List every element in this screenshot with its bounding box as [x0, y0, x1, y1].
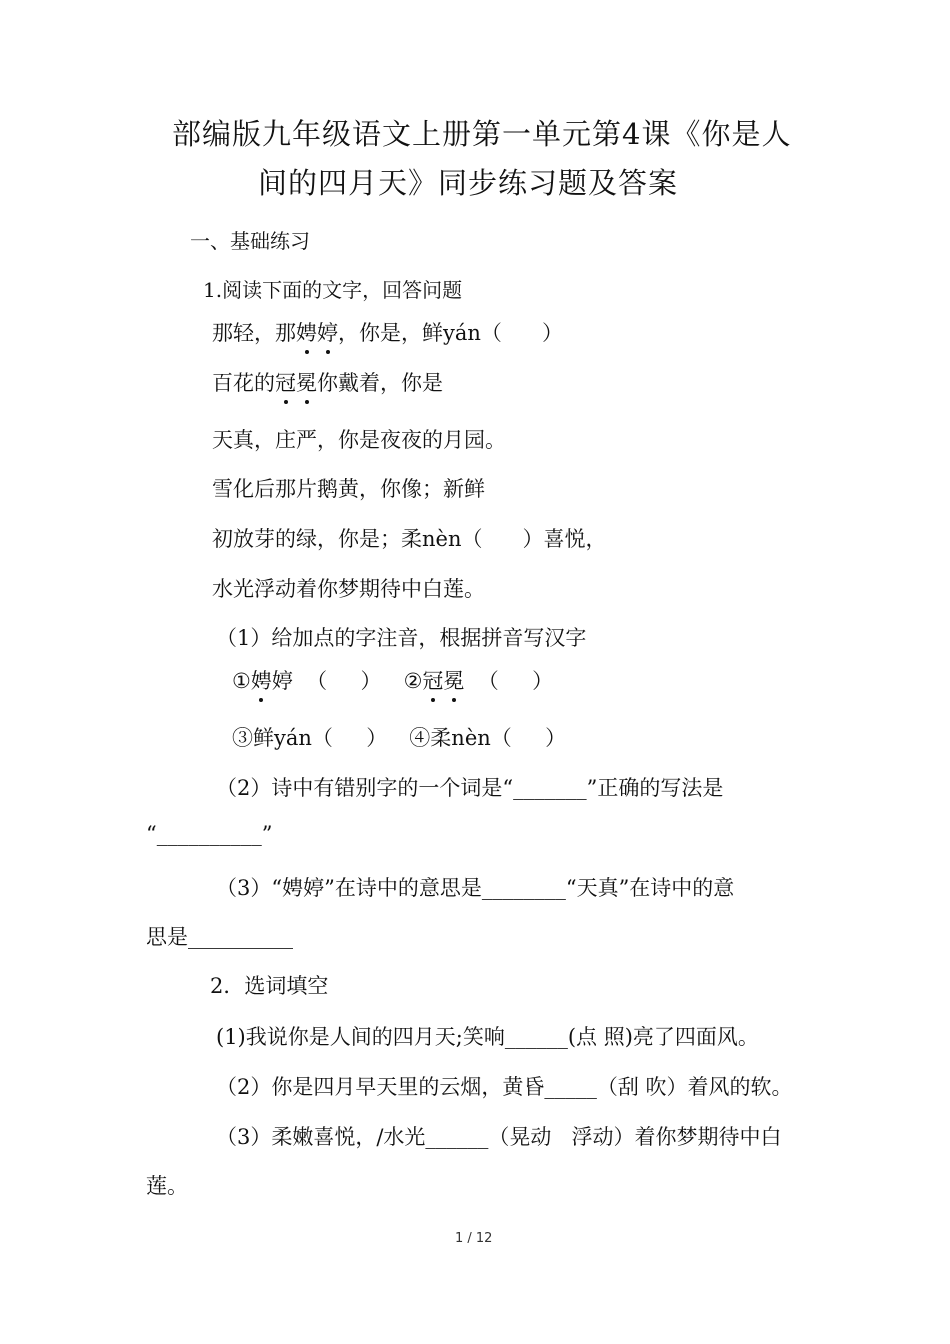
dotted-char: 娉	[251, 665, 272, 695]
item-char: 婷	[271, 669, 293, 693]
item-number: ②	[403, 669, 423, 693]
item-number: ①	[232, 669, 251, 693]
dotted-char: 娉	[296, 317, 317, 347]
item-3: ③鲜yán（ ）	[232, 726, 388, 750]
sub-question-2-line-2: “__________”	[146, 822, 273, 846]
question-2-item-2: （2）你是四月早天里的云烟，黄昏_____（刮 吹）着风的软。	[216, 1075, 793, 1099]
poem-text: 那轻，那	[212, 321, 296, 345]
sub-question-1: （1）给加点的字注音，根据拼音写汉字	[216, 626, 587, 650]
dotted-char: 冕	[443, 665, 464, 695]
page-number: 1 / 12	[455, 1231, 493, 1246]
poem-line-5: 初放芽的绿，你是；柔nèn（ ）喜悦，	[212, 527, 607, 551]
poem-text: 你戴着，你是	[317, 371, 443, 395]
question-2-item-3-line-1: （3）柔嫩喜悦，/水光______（晃动 浮动）着你梦期待中白	[216, 1125, 782, 1149]
poem-text: ，你是，鲜yán（ ）	[338, 321, 563, 345]
poem-line-6: 水光浮动着你梦期待中白莲。	[212, 577, 485, 601]
sub-question-3-line-2: 思是__________	[146, 925, 293, 949]
sub1-items-row-1	[232, 665, 553, 695]
section-heading: 一、基础练习	[190, 229, 310, 253]
question-2-item-3-line-2: 莲。	[146, 1174, 188, 1198]
title-line-2: 间的四月天》同步练习题及答案	[258, 166, 679, 200]
sub-question-2-line-1: （2）诗中有错别字的一个词是“_______”正确的写法是	[216, 776, 724, 800]
poem-text: 百花的	[212, 371, 275, 395]
dotted-char: 冠	[275, 367, 296, 397]
question-2-item-1: (1)我说你是人间的四月天;笑响______(点 照)亮了四面风。	[216, 1025, 759, 1049]
title-line-1: 部编版九年级语文上册第一单元第4课《你是人	[172, 117, 792, 151]
dotted-char: 冠	[422, 665, 443, 695]
sub1-items-row-2	[232, 722, 566, 752]
question-2-prompt: 2．选词填空	[210, 974, 329, 998]
item-4: ④柔nèn（ ）	[409, 726, 567, 750]
answer-blank: （ ）	[464, 669, 554, 693]
poem-line-3: 天真，庄严，你是夜夜的月园。	[212, 428, 506, 452]
sub-question-3-line-1: （3）“娉婷”在诗中的意思是________“天真”在诗中的意	[216, 876, 735, 900]
question-1-prompt: 1.阅读下面的文字，回答问题	[203, 278, 463, 302]
poem-line-4: 雪化后那片鹅黄，你像；新鲜	[212, 477, 485, 501]
poem-line-2	[212, 367, 443, 397]
dotted-char: 冕	[296, 367, 317, 397]
answer-blank: （ ）	[292, 669, 382, 693]
poem-line-1	[212, 317, 563, 347]
dotted-char: 婷	[317, 317, 338, 347]
